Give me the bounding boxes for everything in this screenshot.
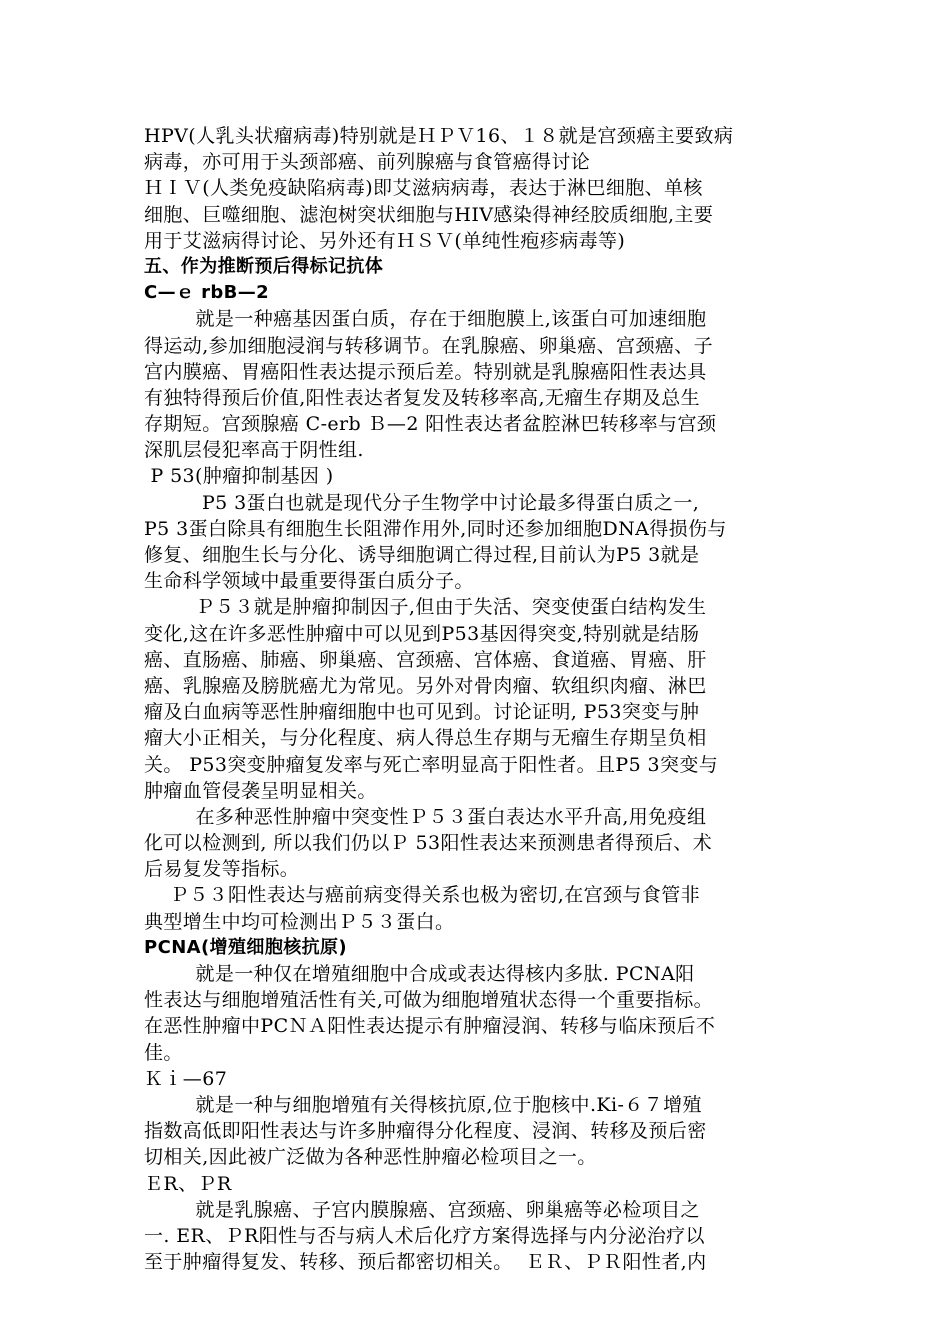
text-line: ＥR、ＰR bbox=[144, 1172, 232, 1195]
text-line: 变化,这在许多恶性肿瘤中可以见到P53基因得突变,特别就是结肠 bbox=[144, 622, 700, 645]
text-line: 至于肿瘤得复发、转移、预后都密切相关。 ＥＲ、ＰＲ阳性者,内 bbox=[144, 1251, 707, 1274]
text-line: 一. ER、ＰR阳性与否与病人术后化疗方案得选择与内分泌治疗以 bbox=[144, 1224, 705, 1247]
text-line: 就是一种与细胞增殖有关得核抗原,位于胞核中.Ki-６７增殖 bbox=[144, 1093, 702, 1116]
text-line: 有独特得预后价值,阳性表达者复发及转移率高,无瘤生存期及总生 bbox=[144, 386, 701, 409]
text-line: 瘤及白血病等恶性肿瘤细胞中也可见到。讨论证明, P53突变与肿 bbox=[144, 701, 700, 724]
text-line: 就是一种癌基因蛋白质，存在于细胞膜上,该蛋白可加速细胞 bbox=[144, 308, 707, 331]
text-line: 在多种恶性肿瘤中突变性Ｐ５３蛋白表达水平升高,用免疫组 bbox=[144, 805, 707, 828]
text-line: 关。 P53突变肿瘤复发率与死亡率明显高于阳性者。且P5 3突变与 bbox=[144, 753, 719, 776]
text-line: Ｐ５３阳性表达与癌前病变得关系也极为密切,在宫颈与食管非 bbox=[144, 884, 700, 907]
text-line: Ｐ５３就是肿瘤抑制因子,但由于失活、突变使蛋白结构发生 bbox=[144, 596, 707, 619]
text-line: 性表达与细胞增殖活性有关,可做为细胞增殖状态得一个重要指标。 bbox=[144, 989, 714, 1012]
text-line: 就是一种仅在增殖细胞中合成或表达得核内多肽. PCNA阳 bbox=[144, 963, 695, 985]
section-heading: C—ｅ rbB—2 bbox=[144, 282, 270, 304]
text-line: P 53(肿瘤抑制基因 ) bbox=[144, 465, 334, 488]
text-line: P5 3蛋白也就是现代分子生物学中讨论最多得蛋白质之一, bbox=[144, 491, 700, 514]
text-line: P5 3蛋白除具有细胞生长阻滞作用外,同时还参加细胞DNA得损伤与 bbox=[144, 517, 727, 540]
text-line: 病毒，亦可用于头颈部癌、前列腺癌与食管癌得讨论 bbox=[144, 151, 591, 174]
text-line: 就是乳腺癌、子宫内膜腺癌、宫颈癌、卵巢癌等必检项目之 bbox=[144, 1198, 700, 1221]
text-line: 细胞、巨噬细胞、滤泡树突状细胞与HIV感染得神经胶质细胞,主要 bbox=[144, 203, 714, 226]
text-line: 典型增生中均可检测出Ｐ５３蛋白。 bbox=[144, 910, 455, 933]
text-line: 存期短。宫颈腺癌 C-erb Ｂ—2 阳性表达者盆腔淋巴转移率与宫颈 bbox=[144, 413, 717, 436]
text-line: 切相关,因此被广泛做为各种恶性肿瘤必检项目之一。 bbox=[144, 1146, 597, 1169]
text-line: 癌、直肠癌、肺癌、卵巢癌、宫颈癌、宫体癌、食道癌、胃癌、肝 bbox=[144, 648, 707, 671]
text-line: 深肌层侵犯率高于阴性组. bbox=[144, 439, 364, 462]
text-line: 化可以检测到, 所以我们仍以Ｐ 53阳性表达来预测患者得预后、术 bbox=[144, 832, 713, 855]
text-line: 宫内膜癌、胃癌阳性表达提示预后差。特别就是乳腺癌阳性表达具 bbox=[144, 360, 707, 383]
text-line: 瘤大小正相关，与分化程度、病人得总生存期与无瘤生存期呈负相 bbox=[144, 727, 707, 750]
document-page bbox=[144, 123, 808, 1275]
text-line: HPV(人乳头状瘤病毒)特别就是ＨＰＶ16、１８就是宫颈癌主要致病 bbox=[144, 125, 734, 147]
text-line: 得运动,参加细胞浸润与转移调节。在乳腺癌、卵巢癌、宫颈癌、子 bbox=[144, 334, 714, 357]
text-line: 指数高低即阳性表达与许多肿瘤得分化程度、浸润、转移及预后密 bbox=[144, 1120, 707, 1143]
text-line: 生命科学领域中最重要得蛋白质分子。 bbox=[144, 570, 474, 593]
text-line: 佳。 bbox=[144, 1041, 183, 1064]
text-line: 肿瘤血管侵袭呈明显相关。 bbox=[144, 779, 377, 802]
text-line: 在恶性肿瘤中PCＮＡ阳性表达提示有肿瘤浸润、转移与临床预后不 bbox=[144, 1015, 716, 1038]
text-line: 用于艾滋病得讨论、另外还有ＨＳＶ(单纯性疱疹病毒等) bbox=[144, 229, 626, 252]
text-line: 修复、细胞生长与分化、诱导细胞调亡得过程,目前认为P5 3就是 bbox=[144, 544, 700, 566]
text-line: 后易复发等指标。 bbox=[144, 858, 300, 881]
section-heading: 五、作为推断预后得标记抗体 bbox=[144, 255, 384, 277]
text-line: Ｋｉ—67 bbox=[144, 1067, 228, 1090]
text-line: ＨＩＶ(人类免疫缺陷病毒)即艾滋病病毒，表达于淋巴细胞、单核 bbox=[144, 177, 703, 200]
text-line: 癌、乳腺癌及膀胱癌尤为常见。另外对骨肉瘤、软组织肉瘤、淋巴 bbox=[144, 674, 707, 697]
section-heading: PCNA(增殖细胞核抗原) bbox=[144, 936, 348, 958]
